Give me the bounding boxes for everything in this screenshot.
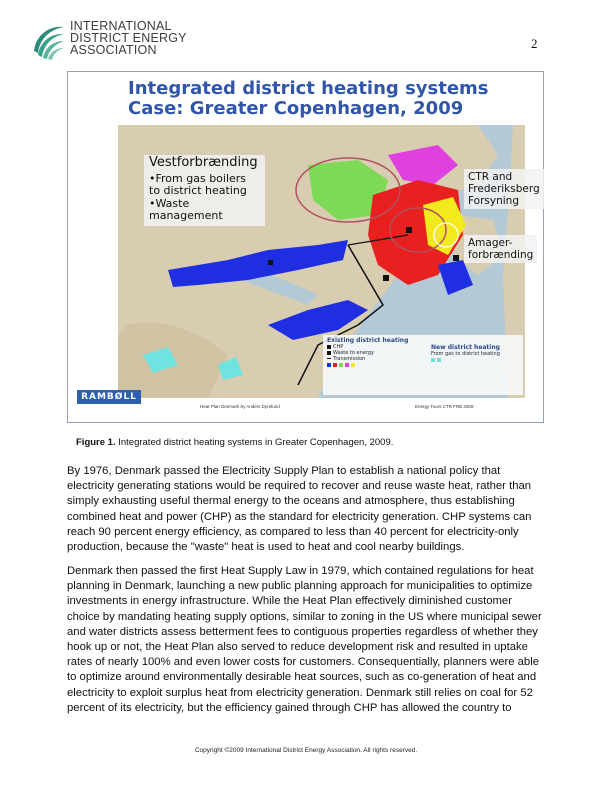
- legend-new-swatches: [431, 357, 500, 363]
- chp-marker: [268, 260, 273, 265]
- figure-credit-left: Heat Plan Denmark by Anders Dyrelund: [200, 404, 280, 409]
- callout-vestforbraending: [144, 155, 265, 226]
- legend-swatch: [437, 358, 441, 362]
- idea-swirl-icon: [30, 21, 66, 61]
- map-legend: [323, 335, 523, 395]
- legend-swatch: [351, 363, 355, 367]
- idea-logo: [30, 19, 190, 63]
- figure-title-line-1: Integrated district heating systems: [128, 78, 489, 99]
- legend-existing-heading: Existing district heating: [327, 337, 409, 344]
- legend-swatch: [327, 363, 331, 367]
- chp-marker: [453, 255, 459, 261]
- legend-new-subheading: From gas to district heating: [431, 351, 500, 357]
- legend-swatch: [327, 345, 331, 349]
- callout-ctr: [464, 169, 544, 209]
- copenhagen-map: [118, 125, 540, 398]
- legend-swatch: [327, 358, 331, 359]
- legend-new: [431, 345, 500, 363]
- caption-label: Figure 1.: [76, 437, 116, 448]
- legend-item-label: CHP: [333, 344, 344, 350]
- callout-ctr-line-3: Forsyning: [468, 195, 519, 207]
- logo-line-2: DISTRICT ENERGY: [70, 31, 187, 45]
- ramboll-logo: RAMBØLL: [77, 390, 141, 404]
- chp-marker: [406, 227, 412, 233]
- callout-west-heading: Vestforbrænding: [149, 155, 258, 170]
- callout-amager-line-1: Amager-: [468, 237, 513, 249]
- legend-swatch: [333, 363, 337, 367]
- idea-logo-text: [70, 20, 187, 56]
- logo-line-1: INTERNATIONAL: [70, 19, 172, 33]
- figure-frame: [67, 71, 544, 423]
- chp-marker: [383, 275, 389, 281]
- legend-swatch: [431, 358, 435, 362]
- figure-caption: [76, 437, 393, 448]
- figure-credit-right: Energy Tours CTR FRB 2009: [415, 404, 474, 409]
- callout-amager: [464, 235, 537, 263]
- legend-item-label: Transmission: [333, 356, 366, 362]
- caption-text: Integrated district heating systems in Greater Copenhagen, 2009.: [115, 437, 394, 448]
- legend-swatch: [327, 351, 331, 355]
- legend-color-row: [327, 362, 408, 368]
- callout-west-bullet-2: •Waste management: [149, 196, 223, 222]
- callout-ctr-line-2: Frederiksberg: [468, 183, 540, 195]
- legend-existing: [327, 338, 408, 368]
- copyright-footer: Copyright ©2009 International District Energy Association. All rights reserved.: [194, 747, 418, 754]
- paragraph-2: Denmark then passed the first Heat Supply Law in 1979, which contained regulations for heat planning in Denmark, launching a new public planning approach for municipalities to optimize investments in energy infrastructure. While the Heat Plan effectively diminished customer choice by mandating heating supply options, similar to zoning in the US where municipal sewer and water districts assess betterment fees to contiguous properties regardless of whether they hook up or not, the Heat Plan also served to reduce development risk and resulted in uptake rates of nearly 100% and even lower costs for customers. Consequentially, planners were able to optimize around environmentally desirable heat sources, such as co-generation of heat and electricity to exploit surplus heat from electricity generation. Denmark still relies on coal for 52 percent of its electricity, but the efficiency gained through CHP has allowed the country to: [67, 565, 542, 714]
- figure-title: [128, 79, 489, 119]
- legend-item-label: Waste to energy: [333, 350, 374, 356]
- page-number: 2: [531, 36, 538, 51]
- callout-ctr-line-1: CTR and: [468, 171, 513, 183]
- legend-swatch: [339, 363, 343, 367]
- callout-amager-line-2: forbrænding: [468, 249, 534, 261]
- legend-swatch: [345, 363, 349, 367]
- figure-title-line-2: Case: Greater Copenhagen, 2009: [128, 98, 464, 119]
- legend-new-heading: New district heating: [431, 344, 500, 351]
- callout-west-bullet-1: •From gas boilers to district heating: [149, 171, 247, 197]
- paragraph-1: By 1976, Denmark passed the Electricity Supply Plan to establish a national policy that electricity generating stations would be required to recover and reuse waste heat, rather than simply exhausting useful thermal energy to the oceans and atmosphere, thus establishing combined heat and power (CHP) as the standard for electricity generation. CHP systems can reach 90 percent energy efficiency, as compared to less than 40 percent for electricity-only production, because the "waste" heat is used to heat and cool nearby buildings.: [67, 465, 532, 554]
- logo-line-3: ASSOCIATION: [70, 43, 157, 57]
